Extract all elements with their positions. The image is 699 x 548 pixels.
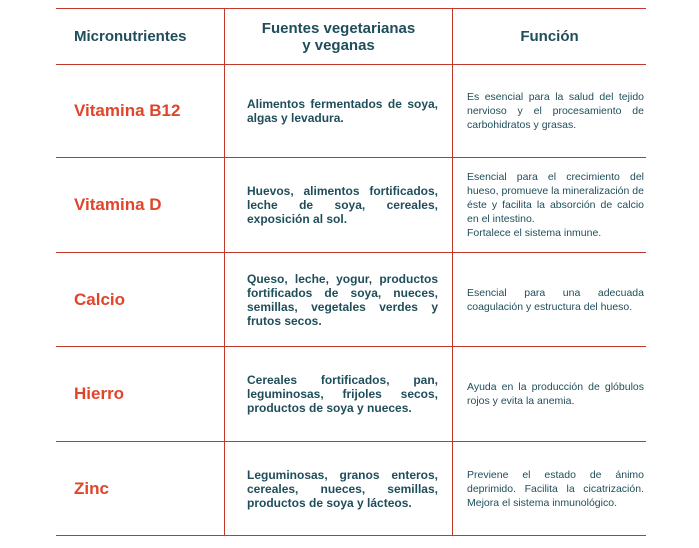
sources-cell: Alimentos fermentados de soya, algas y levadura. — [224, 65, 453, 157]
sources-cell: Queso, leche, yogur, productos fortificados de soya, nueces, semillas, vegetales verdes y frutos secos. — [224, 253, 453, 346]
sources-cell: Cereales fortificados, pan, leguminosas, frijoles secos, productos de soya y nueces. — [224, 347, 453, 441]
header-micronutrients — [56, 9, 224, 64]
header-function — [453, 9, 646, 64]
micronutrient-name: Calcio — [74, 289, 126, 309]
table-row — [56, 65, 646, 158]
function-cell: Es esencial para la salud del tejido nervioso y el procesamiento de carbohidratos y grasas. — [467, 91, 644, 131]
header-sources-line2: y veganas — [302, 36, 375, 54]
table-row — [56, 347, 646, 442]
header-function-label: Función — [520, 28, 579, 45]
micronutrient-name: Zinc — [74, 479, 109, 498]
table-row — [56, 442, 646, 536]
table-header-row — [56, 9, 646, 65]
header-micronutrients-label: Micronutrientes — [74, 28, 187, 45]
header-sources-line1: Fuentes vegetarianas — [261, 19, 416, 37]
sources-cell: Huevos, alimentos fortificados, leche de soya, cereales, exposición al sol. — [224, 158, 453, 252]
header-sources — [224, 9, 453, 64]
micronutrient-name: Vitamina D — [74, 195, 162, 214]
table-row — [56, 253, 646, 347]
micronutrient-name: Vitamina B12 — [74, 101, 181, 120]
table-row — [56, 158, 646, 253]
micronutrients-table — [56, 8, 646, 536]
function-cell: Esencial para el crecimiento del hueso, promueve la mineralización de éste y facilita la absorción de calcio en el intestino. Fortalece el sistema inmune. — [467, 171, 644, 239]
function-cell: Previene el estado de ánimo deprimido. Facilita la cicatrización. Mejora el sistema inmunológico. — [467, 469, 644, 509]
sources-cell: Leguminosas, granos enteros, cereales, nueces, semillas, productos de soya y lácteos. — [224, 442, 453, 536]
function-cell: Esencial para una adecuada coagulación y estructura del hueso. — [467, 286, 644, 313]
function-cell: Ayuda en la producción de glóbulos rojos y evita la anemia. — [467, 381, 644, 407]
micronutrient-name: Hierro — [74, 384, 125, 403]
